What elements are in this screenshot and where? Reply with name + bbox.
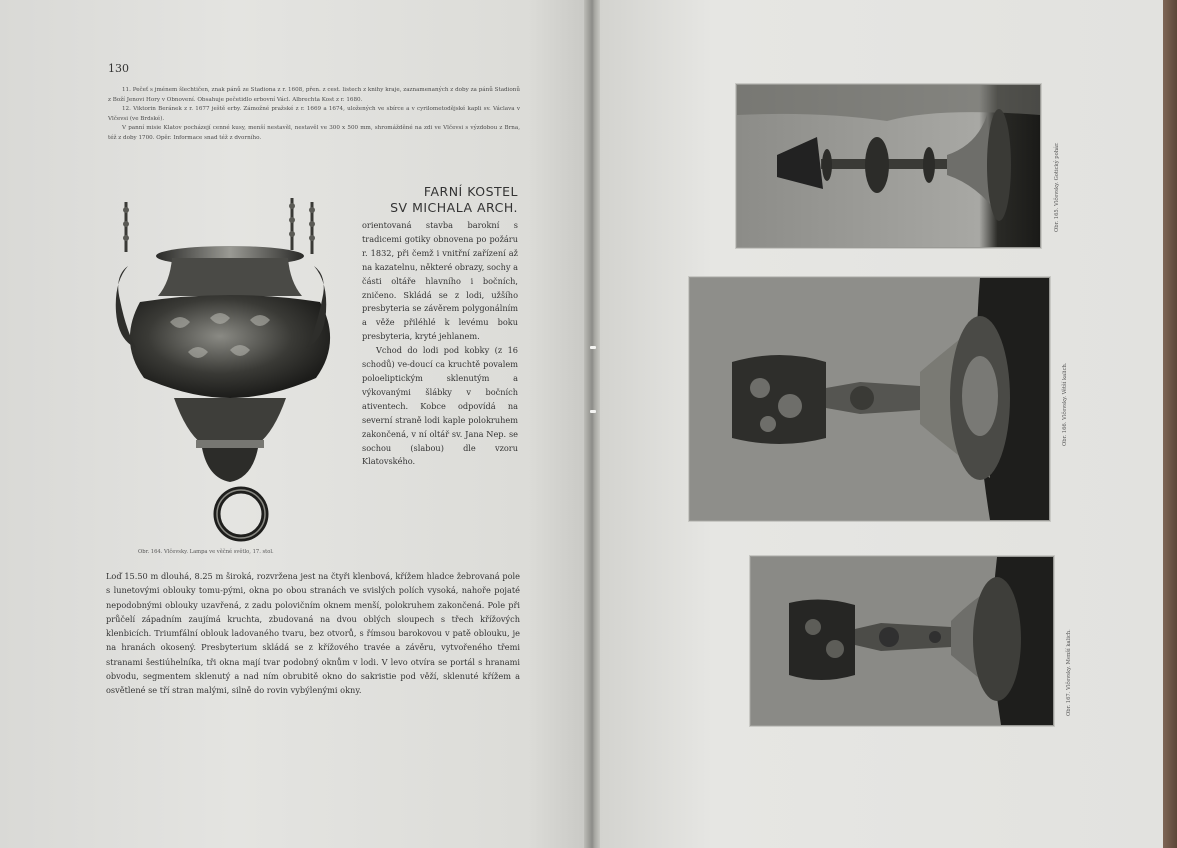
hanging-lamp-photo (100, 192, 360, 542)
full-width-paragraph: Loď 15.50 m dlouhá, 8.25 m široká, rozvržena jest na čtyři klenbová, křížem hladce žebrovaná pole s lunetovými oblouky tomu-pými, okna po obou stranách ve svislých polích vysoká, nahoře pojaté nepodobnými oblouky uzavřená, z zadu polovičním oknem menší, polokruhem zakončená. Pole při průčelí západním zaujímá kruchta, zbudovaná na dvou oblých sloupech s třech křížových klenbicích. Triumfální oblouk ladovaného tvaru, bez otvorů, s římsou barokovou v patě oblouku, je na hranách okosený. Presbyterium skládá se z křížového travée a závěru, vytvořeného třemi stranami šestiúhelníka, tři okna mají tvar podobný oknům v lodi. V levo otvíra se portál s hranami obvodu, segmentem sklenutý a nad ním obrubitě okno do sakristie pod věží, sklenuté křížem a osvětlené se tří stran malými, silně do rovin vybýlenými okny. (106, 571, 520, 696)
heading-line-1: FARNÍ KOSTEL (423, 184, 518, 199)
plate-2-caption: Obr. 166. Vlčevsky. Větší kalich. (1062, 362, 1068, 446)
table-background (1163, 0, 1177, 848)
paragraph: Vchod do lodi pod kobky (z 16 schodů) ve-doucí ca kruchtě povalem poloeliptickým sklenutým a výkovanými šlábky v bočních ativentech. Kobce odpovídá na severní straně lodi kaple polokruhem zakončená, v ní oltář sv. Jana Nep. se sochou (slabou) dle vzoru Klatovského. (362, 345, 518, 467)
binding-stitch (590, 346, 596, 349)
footnote: V panní misie Klatov pocházejí cenné kusy, menší nestavěl, nestavěl ve 300 x 500 mm, shromážděné na zdi ve Vlčevsi s výzdobou z Brna, též z doby 1700. Opěr. Informace snad též z dvorního. (108, 125, 520, 141)
left-page (0, 0, 586, 848)
footnotes-block (108, 86, 520, 144)
page-number: 130 (108, 62, 129, 75)
right-page (600, 0, 1163, 848)
lamp-caption: Obr. 164. Vlčevsky. Lampa ve věčné světlo, 17. stol. (138, 549, 274, 555)
section-heading (368, 184, 518, 216)
plate-chalice-large-photo (689, 277, 1050, 521)
plate-1-caption: Obr. 165. Vlčevsky. Gotický pohár. (1054, 142, 1060, 232)
footnote: 11. Pečeť s jménem šlechtičen, znak pánů ze Stadiona z r. 1608, přen. z cest. listech z knihy kraje, zaznamenaných z doby za pánů Stadionů z Boží Jenovi Hory v Obnovení. Obsahuje pečetidlo erbovní Václ. Albrechta Kost z r. 1680. (108, 87, 520, 103)
binding-stitch (590, 410, 596, 413)
plate-goblet-photo (736, 84, 1041, 248)
side-text-column (362, 219, 518, 469)
footnote: 12. Viktorin Beránek z r. 1677 ještě erby. Zámožné pražské z r. 1669 a 1674, uložených ve sbírce a v cyrilometodějské kapli sv. Václava v Vlčevsi (ve Brdské). (108, 106, 520, 122)
paragraph: orientovaná stavba barokní s tradicemi gotiky obnovena po požáru r. 1832, při čemž i vnitřní zařízení až na kazatelnu, některé obrazy, sochy a části oltáře hlavního i bočních, zničeno. Skládá se z lodi, užšího presbyteria se závěrem polygonálním a věže přiléhlé k levému boku presbyteria, kryté jehlanem. (362, 220, 518, 342)
plate-3-caption: Obr. 167. Vlčevsky. Menší kalich. (1066, 629, 1072, 716)
plate-chalice-small-photo (750, 556, 1054, 726)
heading-line-2: SV MICHALA ARCH. (390, 200, 518, 215)
